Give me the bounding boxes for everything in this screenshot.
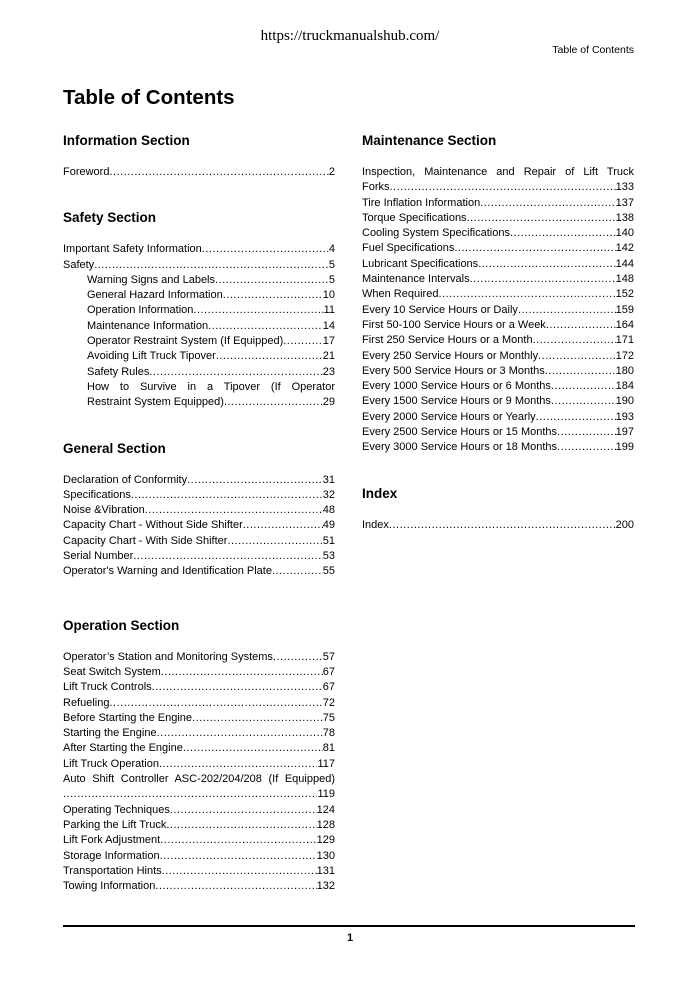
dot-leader [155,879,316,894]
dot-leader [454,241,615,256]
dot-leader [161,665,323,680]
toc-entry[interactable] [362,257,634,272]
toc-entry[interactable] [362,425,634,440]
toc-entry-text: Inspection, Maintenance and Repair of Lift Truck [362,166,634,178]
toc-entry-list [362,165,634,456]
toc-entry[interactable] [63,288,335,303]
dot-leader [215,273,329,288]
toc-page-number: 140 [615,227,634,240]
dot-leader [133,549,322,564]
toc-section [63,618,335,895]
dot-leader [159,757,317,772]
toc-entry[interactable] [362,211,634,226]
toc-entry-text: Warning Signs and Labels [87,273,216,286]
toc-entry-text: Lubricant Specifications [362,257,479,270]
toc-entry-text: First 250 Service Hours or a Month [362,334,533,347]
toc-entry-text: Every 2500 Service Hours or 15 Months [362,426,558,439]
toc-entry[interactable] [63,726,335,741]
dot-leader [557,440,616,455]
section-heading: Operation Section [63,617,180,633]
toc-entry[interactable] [63,303,335,318]
toc-page-number: 17 [322,335,335,348]
dot-leader [390,180,616,195]
toc-entry-line [362,180,634,195]
toc-entry-text: First 50-100 Service Hours or a Week [362,318,546,331]
dot-leader [193,303,323,318]
toc-entry[interactable] [362,272,634,287]
toc-entry[interactable] [362,394,634,409]
dot-leader [187,473,323,488]
dot-leader [94,258,329,273]
toc-page-number: 81 [322,742,335,755]
toc-entry-text: Maintenance Information [87,319,209,332]
dot-leader [557,425,616,440]
toc-entry[interactable] [63,242,335,257]
toc-page-number: 14 [322,319,335,332]
toc-entry[interactable] [63,473,335,488]
toc-page-number: 152 [615,288,634,301]
section-heading: Safety Section [63,210,157,226]
toc-entry[interactable] [63,818,335,833]
toc-page-number: 164 [615,318,634,331]
toc-page-number: 5 [328,273,335,286]
dot-leader [192,711,323,726]
toc-entry[interactable] [63,534,335,549]
toc-section [63,441,335,580]
toc-page-number: 137 [615,196,634,209]
toc-entry[interactable] [362,241,634,256]
toc-page-number: 67 [322,665,335,678]
dot-leader [208,319,323,334]
dot-leader [183,741,323,756]
toc-page-number: 190 [615,395,634,408]
toc-entry-text: Capacity Chart - Without Side Shifter [63,519,243,532]
toc-entry-list [63,242,335,410]
toc-entry[interactable] [63,273,335,288]
dot-leader [223,288,323,303]
toc-page-number: 130 [316,849,335,862]
dot-leader [109,165,328,180]
toc-entry-list [63,165,335,180]
toc-entry[interactable] [362,364,634,379]
toc-entry[interactable] [63,833,335,848]
toc-entry-text: Lift Truck Operation [63,757,159,770]
section-heading: Index [362,485,398,501]
toc-entry-text: Maintenance Intervals [362,273,470,286]
toc-page-number: 57 [322,650,335,663]
toc-page-number: 31 [322,473,335,486]
dot-leader [273,650,323,665]
page-number: 1 [346,932,354,944]
toc-entry-text: Every 1500 Service Hours or 9 Months [362,395,551,408]
toc-entry[interactable] [63,165,335,180]
toc-page-number: 142 [615,242,634,255]
dot-leader [63,787,317,802]
toc-page-number: 32 [322,488,335,501]
toc-entry-text: General Hazard Information [87,289,223,302]
dot-leader [467,211,616,226]
dot-leader [109,696,322,711]
toc-entry-text: Operating Techniques [63,803,170,816]
toc-entry-text: Foreword [63,166,110,178]
toc-page-number: 138 [615,211,634,224]
toc-page-number: 131 [316,864,335,877]
toc-page-number: 49 [322,519,335,532]
toc-section [362,486,634,533]
toc-entry-text: Noise &Vibration [63,504,145,517]
toc-entry-text: Tire Inflation Information [362,196,481,209]
toc-page-number: 117 [317,757,335,770]
toc-entry[interactable] [63,380,335,411]
dot-leader [162,864,317,879]
dot-leader [551,394,616,409]
toc-entry[interactable] [362,440,634,455]
footer-rule [63,925,635,927]
toc-page-number: 53 [322,550,335,563]
toc-entry-text: Capacity Chart - With Side Shifter [63,534,228,547]
toc-entry-text: Declaration of Conformity [63,473,188,486]
toc-entry[interactable] [362,333,634,348]
dot-leader [478,257,615,272]
toc-entry-text: Every 250 Service Hours or Monthly [362,349,539,362]
toc-entry-text: Avoiding Lift Truck Tipover [87,350,216,363]
toc-entry[interactable] [63,503,335,518]
dot-leader [160,849,317,864]
toc-entry-text: Operator’s Station and Monitoring Systems [63,650,273,663]
toc-entry-text: Fuel Specifications [362,242,455,255]
toc-page-number: 133 [615,181,634,194]
dot-leader [533,333,616,348]
toc-page-number: 180 [615,364,634,377]
toc-entry[interactable] [63,711,335,726]
toc-entry[interactable] [362,196,634,211]
toc-entry[interactable] [362,287,634,302]
toc-entry[interactable] [362,410,634,425]
toc-entry[interactable] [362,518,634,533]
toc-entry-text: After Starting the Engine [63,742,183,755]
toc-entry-text: Every 1000 Service Hours or 6 Months [362,380,551,393]
dot-leader [480,196,615,211]
toc-page-number: 128 [316,818,335,831]
toc-entry-text: How to Survive in a Tipover (If Operator [87,380,335,393]
toc-entry[interactable] [63,864,335,879]
dot-leader [170,803,317,818]
toc-page-number: 172 [615,349,634,362]
toc-entry[interactable] [63,665,335,680]
toc-page-number: 144 [615,257,634,270]
toc-entry-text-cont: Restraint System Equipped) [87,396,224,409]
toc-entry-text: Before Starting the Engine [63,711,193,724]
toc-entry-text: Index [362,518,389,531]
source-url[interactable]: https://truckmanualshub.com/ [260,28,440,44]
toc-entry[interactable] [362,318,634,333]
toc-page-number: 55 [322,565,335,578]
toc-page-number: 119 [317,788,335,801]
toc-entry-text: Transportation Hints [63,864,162,877]
toc-entry[interactable] [63,549,335,564]
dot-leader [160,833,316,848]
toc-page-number: 4 [328,243,335,256]
dot-leader [216,349,323,364]
dot-leader [438,287,615,302]
toc-entry[interactable] [362,165,634,196]
toc-entry-text: Refueling [63,696,110,709]
toc-entry-text: Lift Fork Adjustment [63,834,161,847]
page-title: Table of Contents [63,86,235,109]
toc-entry[interactable] [362,349,634,364]
toc-section [63,133,335,180]
toc-entry-text: Parking the Lift Truck [63,818,167,831]
toc-entry-list [362,518,634,533]
toc-entry-text: When Required [362,288,439,301]
dot-leader [152,680,323,695]
toc-page-number: 5 [328,258,335,271]
toc-page-number: 51 [322,534,335,547]
toc-page-number: 159 [615,303,634,316]
toc-entry-text: Storage Information [63,849,160,862]
toc-entry-text: Every 10 Service Hours or Daily [362,303,518,316]
toc-left-column [63,133,335,894]
dot-leader [518,303,616,318]
toc-entry-text: Lift Truck Controls [63,681,152,694]
toc-entry-text: Towing Information [63,880,156,893]
toc-entry[interactable] [63,319,335,334]
toc-page-number: 75 [322,711,335,724]
dot-leader [224,395,323,410]
toc-entry[interactable] [63,696,335,711]
dot-leader [202,242,329,257]
toc-entry[interactable] [63,680,335,695]
toc-entry[interactable] [63,849,335,864]
dot-leader [546,318,616,333]
toc-right-column [362,133,634,533]
dot-leader [131,488,323,503]
toc-page-number: 11 [323,304,335,317]
toc-page-number: 197 [615,426,634,439]
toc-entry[interactable] [63,879,335,894]
toc-entry[interactable] [63,650,335,665]
running-head: Table of Contents [552,44,634,56]
dot-leader [243,518,323,533]
dot-leader [510,226,616,241]
toc-page-number: 132 [316,880,335,893]
toc-entry-text: Cooling System Specifications [362,227,510,240]
dot-leader [545,364,616,379]
dot-leader [551,379,616,394]
section-heading: Information Section [63,133,190,148]
toc-entry[interactable] [63,258,335,273]
toc-entry-text: Torque Specifications [362,211,467,224]
toc-entry[interactable] [362,303,634,318]
dot-leader [389,518,616,533]
dot-leader [145,503,323,518]
toc-entry[interactable] [63,564,335,579]
toc-page-number: 67 [322,681,335,694]
dot-leader [470,272,616,287]
toc-entry-text: Safety Rules [87,365,150,378]
toc-page-number: 48 [322,504,335,517]
toc-entry[interactable] [63,365,335,380]
toc-entry-text: Every 2000 Service Hours or Yearly [362,410,536,423]
toc-entry[interactable] [362,226,634,241]
toc-section [362,133,634,456]
toc-entry-text: Serial Number [63,550,134,563]
dot-leader [272,564,323,579]
toc-entry[interactable] [362,379,634,394]
section-heading: Maintenance Section [362,133,497,148]
toc-entry-list [63,473,335,580]
section-heading: General Section [63,440,166,456]
toc-entry[interactable] [63,349,335,364]
toc-page-number: 23 [322,365,335,378]
toc-entry-list [63,650,335,895]
toc-entry-text: Auto Shift Controller ASC-202/204/208 (If Equipped) [63,773,335,786]
toc-entry-line [63,787,335,802]
toc-page-number: 2 [328,166,335,178]
toc-entry-text: Starting the Engine [63,727,157,740]
toc-entry-text: Safety [63,258,95,271]
toc-entry[interactable] [63,518,335,533]
toc-page-number: 78 [322,727,335,740]
toc-entry-text: Operator's Warning and Identification Plate [63,565,272,578]
toc-entry-text-cont: Forks [362,181,390,194]
toc-section [63,210,335,410]
toc-entry[interactable] [63,803,335,818]
toc-page-number: 10 [322,289,335,302]
toc-entry-line [87,395,335,410]
toc-page-number: 129 [316,834,335,847]
toc-entry-text: Every 500 Service Hours or 3 Months [362,364,545,377]
toc-page-number: 21 [322,350,335,363]
dot-leader [538,349,616,364]
toc-entry-text: Important Safety Information [63,243,202,256]
dot-leader [157,726,323,741]
toc-entry[interactable] [63,741,335,756]
toc-entry-text: Operation Information [87,304,194,317]
toc-entry-text: Seat Switch System [63,665,161,678]
toc-page-number: 171 [615,334,634,347]
toc-entry-text: Every 3000 Service Hours or 18 Months [362,441,558,454]
toc-page-number: 72 [322,696,335,709]
toc-page-number: 184 [615,380,634,393]
toc-page-number: 124 [316,803,335,816]
toc-entry[interactable] [63,772,335,803]
toc-entry-text: Specifications [63,488,131,501]
toc-page-number: 193 [615,410,634,423]
toc-page-number: 29 [322,396,335,409]
toc-entry[interactable] [63,334,335,349]
dot-leader [166,818,316,833]
toc-page-number: 199 [615,441,634,454]
dot-leader [283,334,323,349]
dot-leader [536,410,616,425]
toc-page-number: 148 [615,273,634,286]
dot-leader [149,365,322,380]
toc-entry-text: Operator Restraint System (If Equipped) [87,335,284,348]
dot-leader [227,534,322,549]
toc-entry[interactable] [63,488,335,503]
toc-entry[interactable] [63,757,335,772]
toc-page-number: 200 [615,518,634,531]
